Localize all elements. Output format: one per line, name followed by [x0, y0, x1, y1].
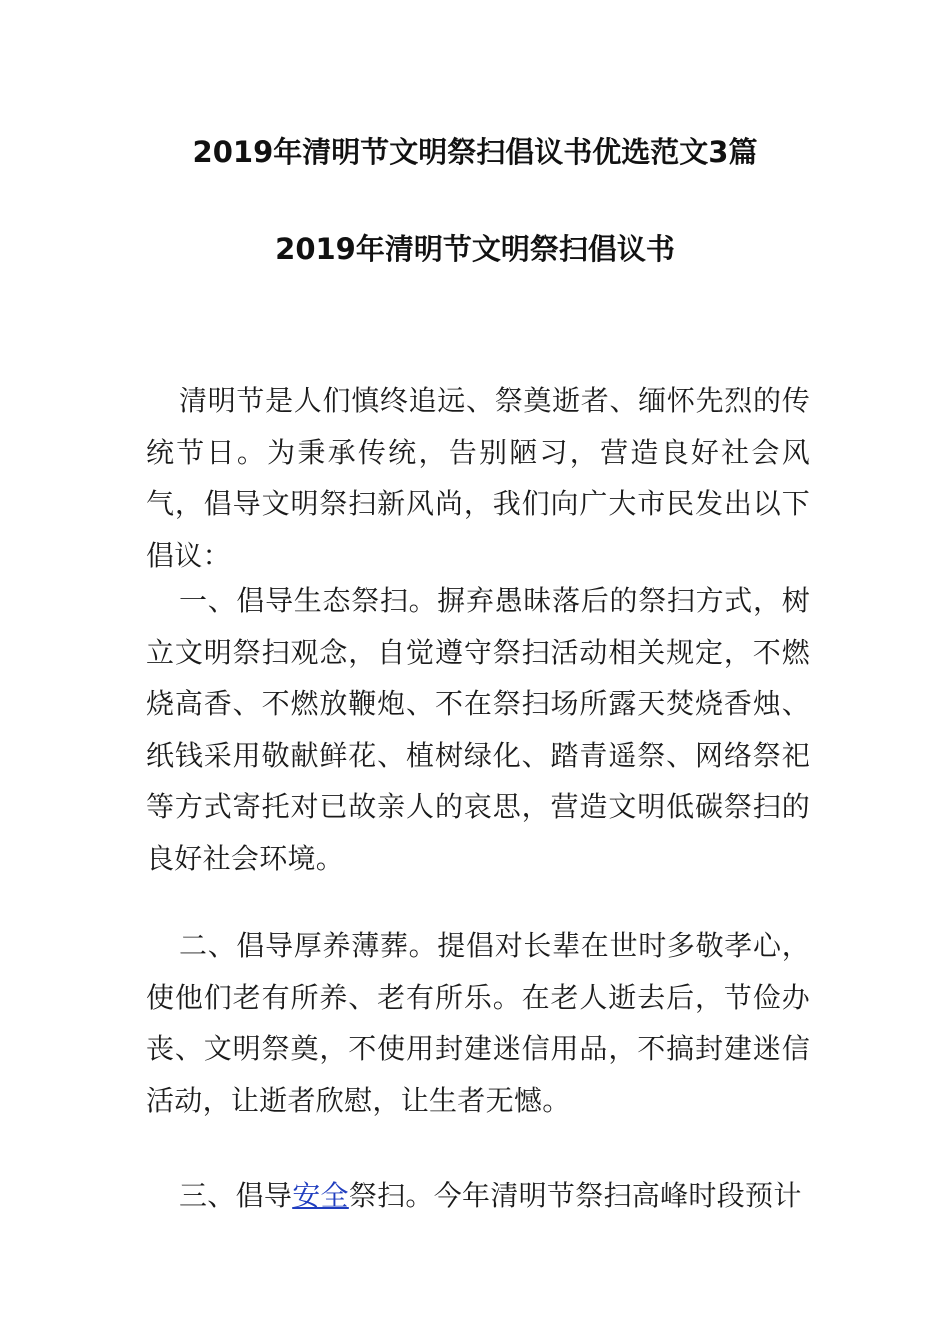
paragraph-safe-prefix: 三、倡导: [179, 1179, 293, 1212]
paragraph-safe-sweeping: [146, 1170, 810, 1222]
paragraph-intro: 清明节是人们慎终追远、祭奠逝者、缅怀先烈的传统节日。为秉承传统，告别陋习，营造良好社会风气，倡导文明祭扫新风尚，我们向广大市民发出以下倡议：: [146, 384, 810, 572]
document-title: 2019年清明节文明祭扫倡议书优选范文3篇: [192, 135, 758, 169]
document-subtitle: 2019年清明节文明祭扫倡议书: [275, 232, 675, 266]
safety-link[interactable]: 安全: [292, 1179, 349, 1212]
paragraph-eco-sweeping: 一、倡导生态祭扫。摒弃愚昧落后的祭扫方式，树立文明祭扫观念，自觉遵守祭扫活动相关规定，不燃烧高香、不燃放鞭炮、不在祭扫场所露天焚烧香烛、纸钱采用敬献鲜花、植树绿化、踏青遥祭、网络祭祀等方式寄托对已故亲人的哀思，营造文明低碳祭扫的良好社会环境。: [146, 584, 810, 875]
paragraph-filial-care: 二、倡导厚养薄葬。提倡对长辈在世时多敬孝心，使他们老有所养、老有所乐。在老人逝去后，节俭办丧、文明祭奠，不使用封建迷信用品，不搞封建迷信活动，让逝者欣慰，让生者无憾。: [146, 929, 810, 1117]
paragraph-safe-suffix: 祭扫。今年清明节祭扫高峰时段预计: [348, 1179, 802, 1212]
